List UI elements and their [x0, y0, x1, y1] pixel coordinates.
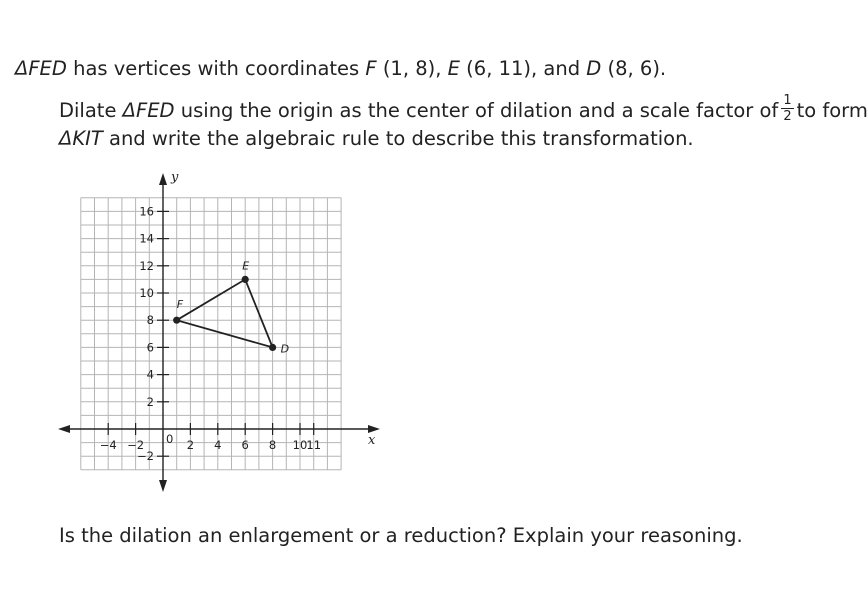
y-tick-label: 16 — [139, 204, 154, 219]
instruction-line2-text: and write the algebraic rule to describe this transformation. — [102, 127, 694, 150]
x-axis-arrow-left — [58, 425, 70, 433]
vertex-f-coords: (1, 8), — [376, 57, 448, 80]
intro-triangle-symbol: ΔFED — [15, 57, 67, 80]
origin-label: 0 — [166, 432, 174, 446]
vertex-f-name: F — [365, 57, 377, 80]
vertex-d-point — [269, 344, 276, 351]
instruction-triangle-symbol: ΔFED — [122, 99, 175, 122]
x-tick-label: 8 — [268, 438, 277, 452]
x-tick-label: 11 — [306, 438, 322, 452]
x-tick-label: 4 — [214, 438, 222, 452]
y-tick-label: 14 — [139, 231, 154, 246]
instruction-text-b: using the origin as the center of dilation and a scale factor of — [174, 99, 779, 122]
y-tick-label: 6 — [146, 340, 154, 355]
instruction-text-a: Dilate — [59, 99, 123, 122]
vertex-e-coords: (6, 11), and — [459, 57, 587, 80]
y-axis-arrow-up — [159, 173, 167, 185]
fraction-denominator: 2 — [783, 109, 792, 124]
x-tick-label: 2 — [186, 438, 195, 452]
vertex-d-coords: (8, 6). — [601, 57, 667, 80]
vertex-e-name: E — [447, 57, 460, 80]
y-axis-label: y — [171, 170, 179, 185]
intro-text: has vertices with coordinates — [66, 57, 366, 80]
vertex-e-point — [242, 276, 249, 283]
vertex-e-label: E — [242, 259, 250, 273]
x-tick-label: −4 — [99, 438, 117, 452]
x-tick-label: 10 — [292, 438, 308, 452]
vertex-f-point — [173, 317, 180, 324]
instruction-text-c: to form — [796, 99, 868, 122]
y-tick-label: 4 — [146, 367, 154, 382]
vertex-d-label: D — [280, 342, 290, 356]
y-tick-label: 12 — [139, 258, 154, 273]
question-text: Is the dilation an enlargement or a reduction? Explain your reasoning. — [59, 524, 743, 547]
x-tick-label: 6 — [241, 438, 249, 452]
fraction-numerator: 1 — [783, 93, 792, 108]
x-axis-arrow-right — [368, 425, 380, 433]
x-axis-label: x — [368, 433, 376, 448]
y-tick-label: 8 — [146, 313, 154, 328]
y-tick-label: −2 — [137, 449, 154, 464]
y-axis-arrow-down — [159, 480, 167, 492]
vertex-f-label: F — [176, 298, 184, 312]
x-tick-label: −2 — [127, 438, 145, 452]
vertex-d-name: D — [586, 57, 602, 80]
triangle-fed-outline — [177, 279, 273, 347]
y-tick-label: 2 — [146, 394, 154, 409]
image-triangle-symbol: ΔKIT — [59, 127, 103, 150]
y-tick-label: 10 — [139, 286, 154, 300]
